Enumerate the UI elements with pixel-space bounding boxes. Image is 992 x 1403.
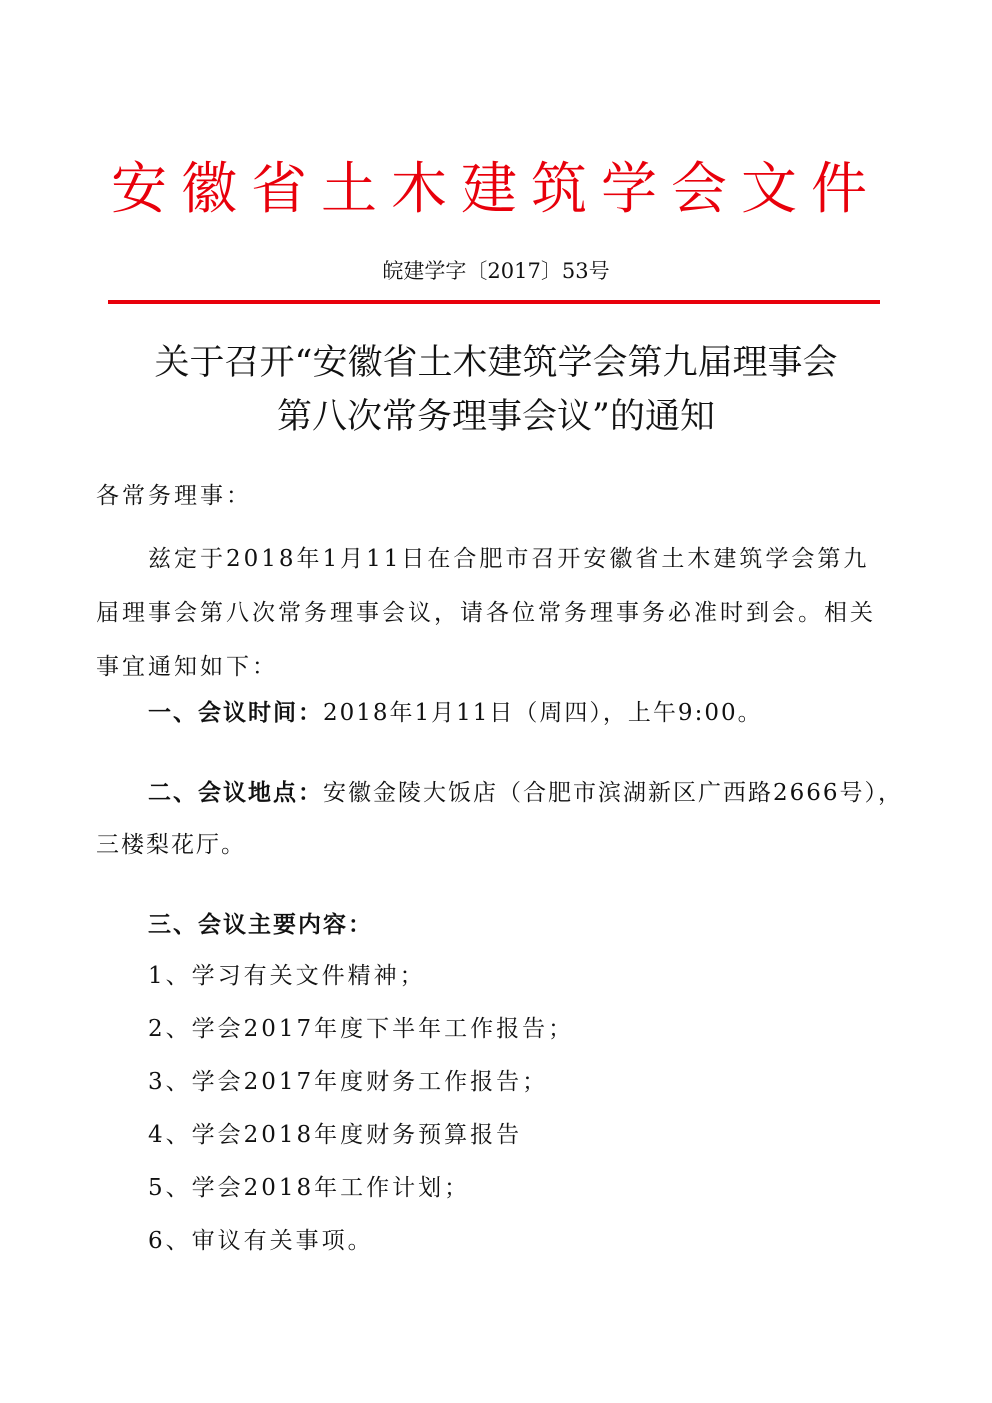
agenda-item: 6、审议有关事项。 xyxy=(148,1228,374,1254)
document-number: 皖建学字〔2017〕53号 xyxy=(382,259,610,283)
meeting-place-continued: 三楼梨花厅。 xyxy=(96,832,246,858)
agenda-item: 1、学习有关文件精神； xyxy=(148,963,426,989)
intro-paragraph xyxy=(96,532,902,694)
agenda-item: 2、学会2017年度下半年工作报告； xyxy=(148,1016,575,1042)
document-masthead: 安徽省土木建筑学会文件 xyxy=(111,157,881,222)
agenda-item: 3、学会2017年度财务工作报告； xyxy=(148,1069,549,1095)
intro-line-2: 届理事会第八次常务理事会议，请各位常务理事务必准时到会。相关 xyxy=(96,600,876,626)
notice-title-line-2: 第八次常务理事会议”的通知 xyxy=(277,397,715,437)
header-divider xyxy=(108,300,880,304)
notice-title-line-1: 关于召开“安徽省土木建筑学会第九届理事会 xyxy=(154,343,838,383)
agenda-item: 4、学会2018年度财务预算报告 xyxy=(148,1122,523,1148)
meeting-place-label: 二、会议地点： xyxy=(148,780,323,806)
salutation: 各常务理事： xyxy=(96,483,252,509)
agenda-item: 5、学会2018年工作计划； xyxy=(148,1175,471,1201)
meeting-content-label: 三、会议主要内容： xyxy=(148,912,373,938)
meeting-time-label: 一、会议时间： xyxy=(148,700,323,726)
meeting-place xyxy=(96,766,916,820)
meeting-content xyxy=(96,898,916,952)
meeting-time-value: 2018年1月11日（周四），上午9:00。 xyxy=(323,700,763,726)
meeting-place-value: 安徽金陵大饭店（合肥市滨湖新区广西路2666号）， xyxy=(323,780,904,806)
notice-title xyxy=(60,336,932,444)
intro-line-1: 兹定于2018年1月11日在合肥市召开安徽省土木建筑学会第九 xyxy=(148,546,870,572)
meeting-time xyxy=(96,686,916,740)
intro-line-3: 事宜通知如下： xyxy=(96,654,278,680)
